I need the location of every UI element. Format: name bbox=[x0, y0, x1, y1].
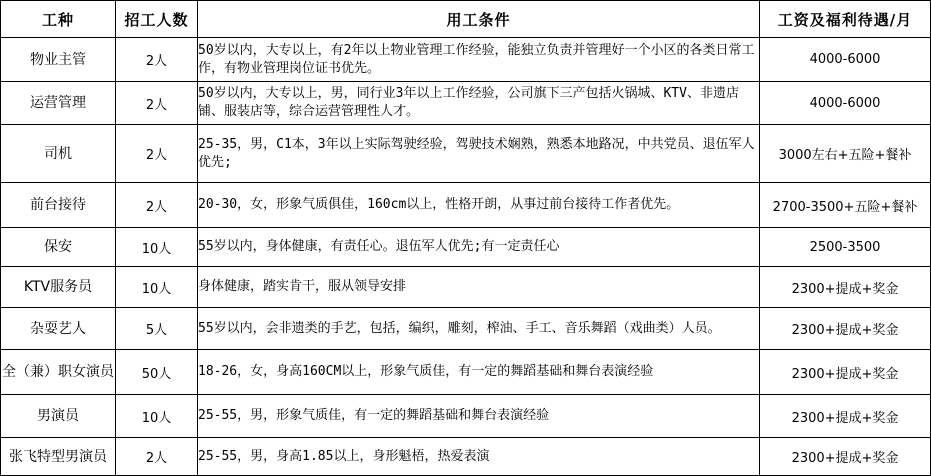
table-row bbox=[1, 228, 931, 267]
pay-cell: 4000-6000 bbox=[760, 38, 931, 82]
table-row bbox=[1, 183, 931, 228]
job-cell: 张飞特型男演员 bbox=[1, 438, 116, 476]
conditions-cell: 20-30，女，形象气质俱佳，160cm以上，性格开朗，从事过前台接待工作者优先。 bbox=[198, 183, 760, 228]
job-cell: 物业主管 bbox=[1, 38, 116, 82]
header-pay: 工资及福利待遇/月 bbox=[760, 1, 931, 38]
count-cell: 2人 bbox=[116, 38, 198, 82]
conditions-cell: 25-55，男，身高1.85以上，身形魁梧，热爱表演 bbox=[198, 438, 760, 476]
header-job: 工种 bbox=[1, 1, 116, 38]
count-cell: 10人 bbox=[116, 395, 198, 438]
count-cell: 5人 bbox=[116, 308, 198, 350]
header-count: 招工人数 bbox=[116, 1, 198, 38]
table-row bbox=[1, 350, 931, 395]
job-cell: 前台接待 bbox=[1, 183, 116, 228]
count-cell: 2人 bbox=[116, 125, 198, 183]
conditions-cell: 50岁以内，大专以上，有2年以上物业管理工作经验，能独立负责并管理好一个小区的各类日常工作，有物业管理岗位证书优先。 bbox=[198, 38, 760, 82]
conditions-cell: 25-35，男，C1本，3年以上实际驾驶经验，驾驶技术娴熟，熟悉本地路况，中共党员、退伍军人优先; bbox=[198, 125, 760, 183]
pay-cell: 3000左右+五险+餐补 bbox=[760, 125, 931, 183]
count-cell: 10人 bbox=[116, 267, 198, 308]
pay-cell: 4000-6000 bbox=[760, 82, 931, 125]
count-cell: 2人 bbox=[116, 82, 198, 125]
conditions-cell: 25-55，男，形象气质佳，有一定的舞蹈基础和舞台表演经验 bbox=[198, 395, 760, 438]
count-cell: 50人 bbox=[116, 350, 198, 395]
job-cell: 运营管理 bbox=[1, 82, 116, 125]
conditions-cell: 18-26，女，身高160CM以上，形象气质佳，有一定的舞蹈基础和舞台表演经验 bbox=[198, 350, 760, 395]
conditions-cell: 身体健康，踏实肯干，服从领导安排 bbox=[198, 267, 760, 308]
table-row bbox=[1, 395, 931, 438]
job-cell: 司机 bbox=[1, 125, 116, 183]
table-row bbox=[1, 125, 931, 183]
pay-cell: 2300+提成+奖金 bbox=[760, 308, 931, 350]
pay-cell: 2700-3500+五险+餐补 bbox=[760, 183, 931, 228]
table-header-row bbox=[1, 1, 931, 38]
pay-cell: 2300+提成+奖金 bbox=[760, 350, 931, 395]
job-cell: 保安 bbox=[1, 228, 116, 267]
pay-cell: 2500-3500 bbox=[760, 228, 931, 267]
conditions-cell: 55岁以内，会非遗类的手艺，包括，编织，雕刻，榨油、手工、音乐舞蹈（戏曲类）人员。 bbox=[198, 308, 760, 350]
header-conditions: 用工条件 bbox=[198, 1, 760, 38]
pay-cell: 2300+提成+奖金 bbox=[760, 395, 931, 438]
table-row bbox=[1, 308, 931, 350]
table-row bbox=[1, 38, 931, 82]
job-cell: 全（兼）职女演员 bbox=[1, 350, 116, 395]
count-cell: 10人 bbox=[116, 228, 198, 267]
pay-cell: 2300+提成+奖金 bbox=[760, 438, 931, 476]
count-cell: 2人 bbox=[116, 438, 198, 476]
table-row bbox=[1, 438, 931, 476]
count-cell: 2人 bbox=[116, 183, 198, 228]
job-cell: KTV服务员 bbox=[1, 267, 116, 308]
pay-cell: 2300+提成+奖金 bbox=[760, 267, 931, 308]
table-row bbox=[1, 267, 931, 308]
job-cell: 男演员 bbox=[1, 395, 116, 438]
conditions-cell: 50岁以内，大专以上，男，同行业3年以上工作经验，公司旗下三产包括火锅城、KTV、非遗店铺、服装店等，综合运营管理性人才。 bbox=[198, 82, 760, 125]
table-row bbox=[1, 82, 931, 125]
conditions-cell: 55岁以内，身体健康，有责任心。退伍军人优先;有一定责任心 bbox=[198, 228, 760, 267]
job-cell: 杂耍艺人 bbox=[1, 308, 116, 350]
